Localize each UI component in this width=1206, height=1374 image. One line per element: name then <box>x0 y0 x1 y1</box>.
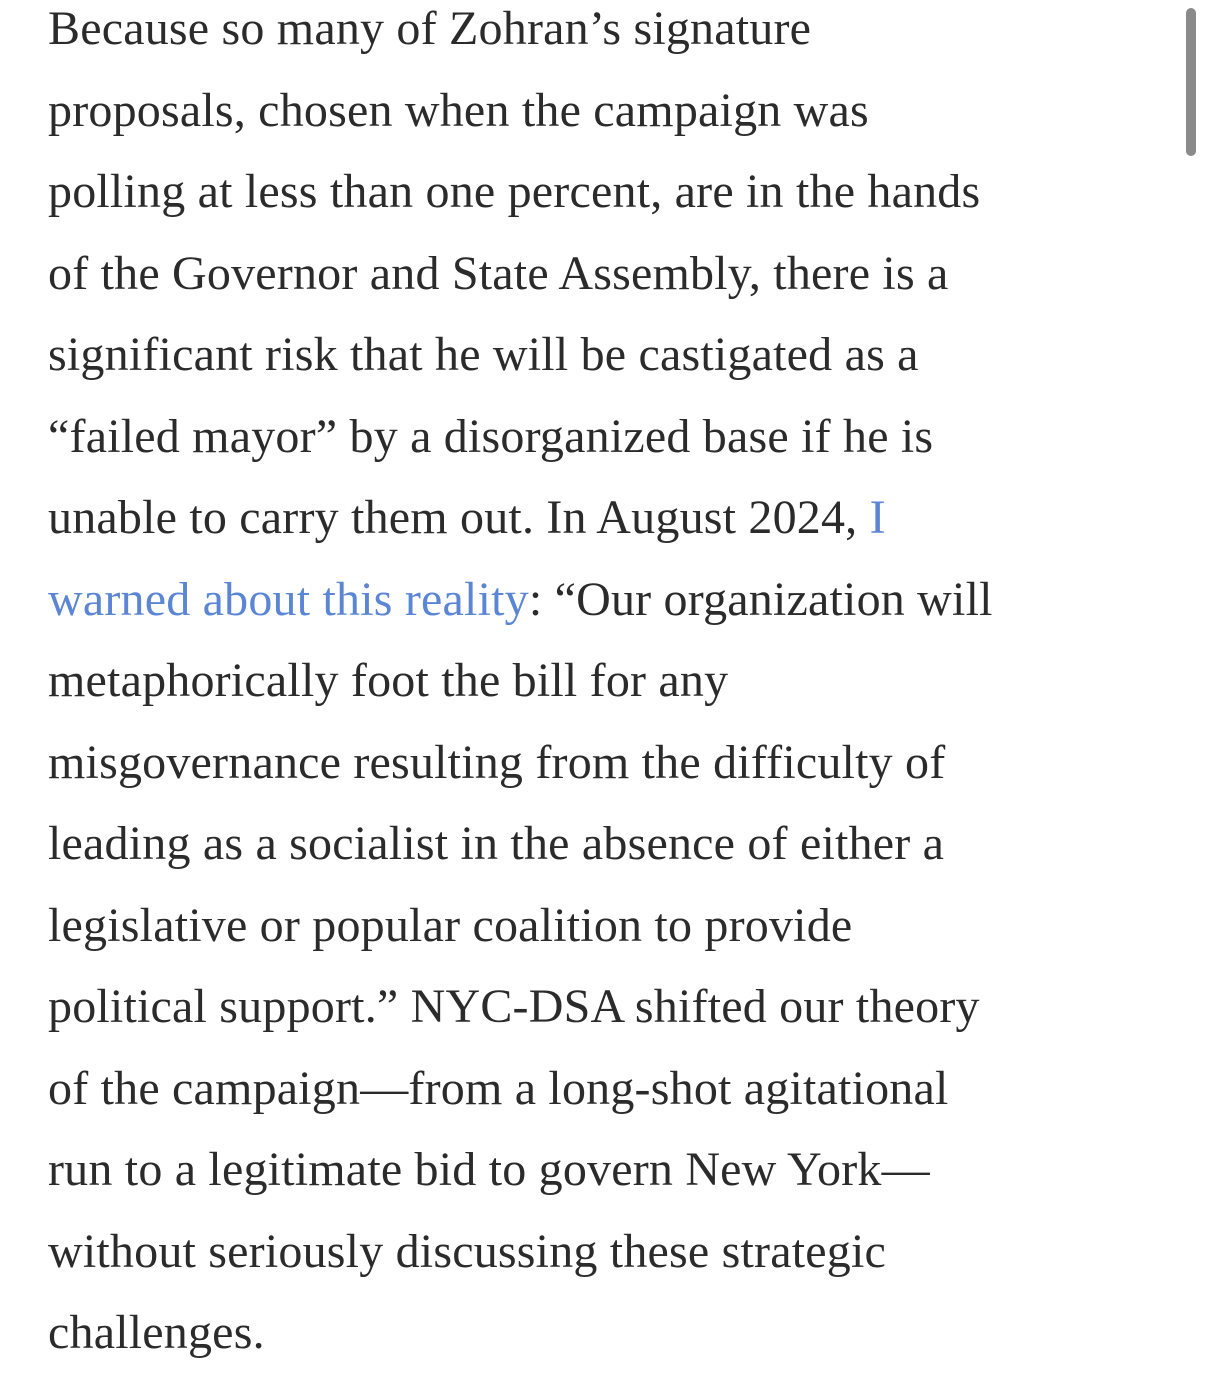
text-line-8-text: : “Our organization will <box>528 572 993 626</box>
text-line-2: proposals, chosen when the campaign was <box>48 83 869 137</box>
text-line-9: metaphorically foot the bill for any <box>48 654 729 707</box>
text-line-14: of the campaign—from a long-shot agitational <box>48 1061 949 1115</box>
article-paragraph <box>48 0 1158 1374</box>
text-line-16: without seriously discussing these strategic <box>48 1224 887 1278</box>
warned-link-start[interactable]: I <box>869 491 886 544</box>
text-line-7 <box>48 477 1158 559</box>
text-line-4: of the Governor and State Assembly, there is a <box>48 246 949 300</box>
scrollbar-thumb[interactable] <box>1186 8 1196 156</box>
text-line-3: polling at less than one percent, are in the hands <box>48 165 981 218</box>
article-body <box>48 0 1158 1374</box>
text-line-7-text: unable to carry them out. In August 2024, <box>48 491 870 544</box>
text-line-6: “failed mayor” by a disorganized base if he is <box>48 409 934 463</box>
text-line-13: political support.” NYC-DSA shifted our theory <box>48 980 980 1033</box>
text-line-17: challenges. <box>48 1306 265 1359</box>
text-line-11: leading as a socialist in the absence of either a <box>48 817 945 870</box>
text-line-12: legislative or popular coalition to provide <box>48 898 853 952</box>
text-line-1: Because so many of Zohran’s signature <box>48 2 812 55</box>
text-line-5: significant risk that he will be castigated as a <box>48 328 919 381</box>
text-line-15: run to a legitimate bid to govern New York— <box>48 1143 930 1196</box>
text-line-8 <box>48 559 1158 641</box>
text-line-10: misgovernance resulting from the difficulty of <box>48 735 946 789</box>
warned-link-end[interactable]: warned about this reality <box>48 572 529 626</box>
